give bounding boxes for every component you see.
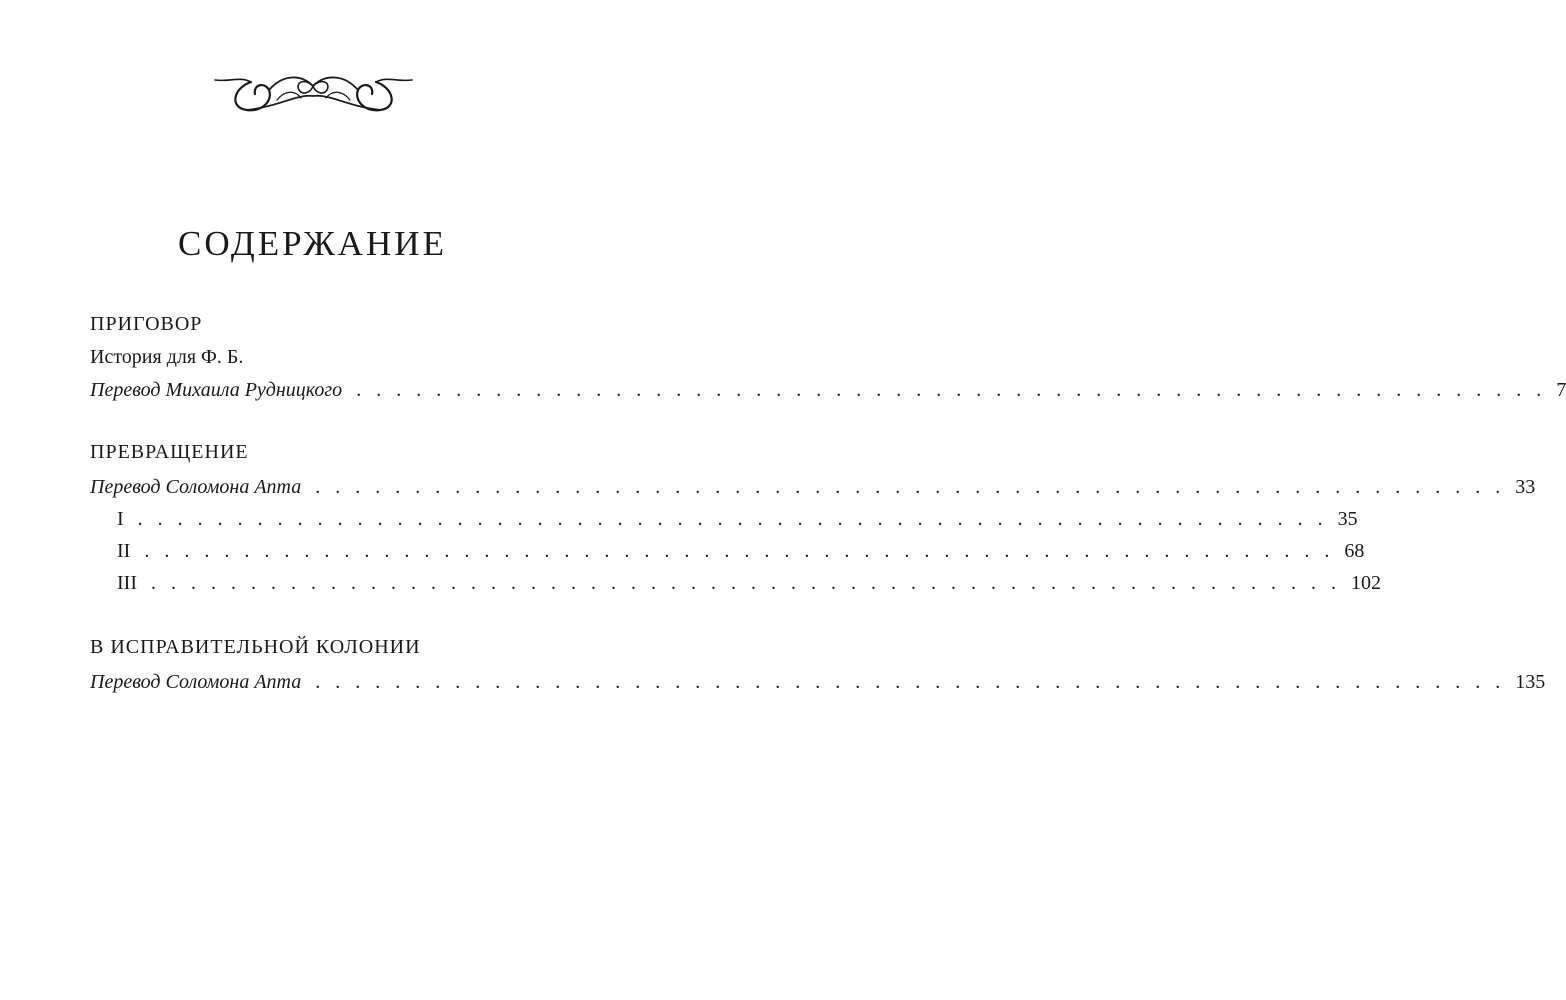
toc-subtitle-label: История для Ф. Б. — [90, 346, 244, 368]
toc-heading-prigovor[interactable] — [90, 310, 535, 338]
toc-entry-label: III — [117, 572, 137, 594]
dot-leader: . . . . . . . . . . . . . . . . . . . . . . . . . . . . . . . . . . . . . . . . . . . . . . . . . . . . . . . . . . . . — [315, 671, 1506, 693]
dot-leader: . . . . . . . . . . . . . . . . . . . . . . . . . . . . . . . . . . . . . . . . . . . . . . . . . . . . . . . . . . . . — [150, 572, 1341, 594]
toc-entry-part-1[interactable] — [117, 505, 1358, 533]
toc-page-number: 135 — [1515, 671, 1546, 693]
toc-heading-label: ПРЕВРАЩЕНИЕ — [90, 441, 249, 463]
toc-entry-part-3[interactable] — [117, 569, 1381, 597]
dot-leader: . . . . . . . . . . . . . . . . . . . . . . . . . . . . . . . . . . . . . . . . . . . . . . . . . . . . . . . . . . . . — [144, 540, 1335, 562]
toc-entry-prevrashchenie-translation[interactable] — [90, 473, 1536, 501]
toc-page-number: 102 — [1350, 572, 1381, 594]
page-title: СОДЕРЖАНИЕ — [178, 224, 447, 263]
toc-entry-label: I — [117, 508, 124, 530]
toc-page-number: 33 — [1515, 476, 1536, 498]
toc-heading-ispravitelnaya-koloniya[interactable] — [90, 633, 535, 661]
toc-page-number: 68 — [1344, 540, 1365, 562]
dot-leader: . . . . . . . . . . . . . . . . . . . . . . . . . . . . . . . . . . . . . . . . . . . . . . . . . . . . . . . . . . . . — [356, 379, 1547, 401]
toc-heading-label: ПРИГОВОР — [90, 313, 203, 335]
toc-subtitle — [90, 343, 535, 371]
toc-entry-part-2[interactable] — [117, 537, 1365, 565]
dot-leader: . . . . . . . . . . . . . . . . . . . . . . . . . . . . . . . . . . . . . . . . . . . . . . . . . . . . . . . . . . . . — [315, 476, 1506, 498]
toc-page-number: 7 — [1556, 379, 1566, 401]
toc-heading-label: В ИСПРАВИТЕЛЬНОЙ КОЛОНИИ — [90, 636, 421, 658]
toc-entry-prigovor-translation[interactable] — [90, 376, 1566, 404]
toc-heading-prevrashchenie[interactable] — [90, 438, 535, 466]
toc-page-number: 35 — [1337, 508, 1358, 530]
toc-entry-koloniya-translation[interactable] — [90, 668, 1546, 696]
dot-leader: . . . . . . . . . . . . . . . . . . . . . . . . . . . . . . . . . . . . . . . . . . . . . . . . . . . . . . . . . . . . — [137, 508, 1328, 530]
calligraphic-flourish-icon — [211, 60, 416, 120]
toc-entry-label: Перевод Соломона Апта — [90, 671, 302, 693]
toc-entry-label: Перевод Соломона Апта — [90, 476, 302, 498]
toc-entry-label: II — [117, 540, 131, 562]
toc-entry-label: Перевод Михаила Рудницкого — [90, 379, 343, 401]
